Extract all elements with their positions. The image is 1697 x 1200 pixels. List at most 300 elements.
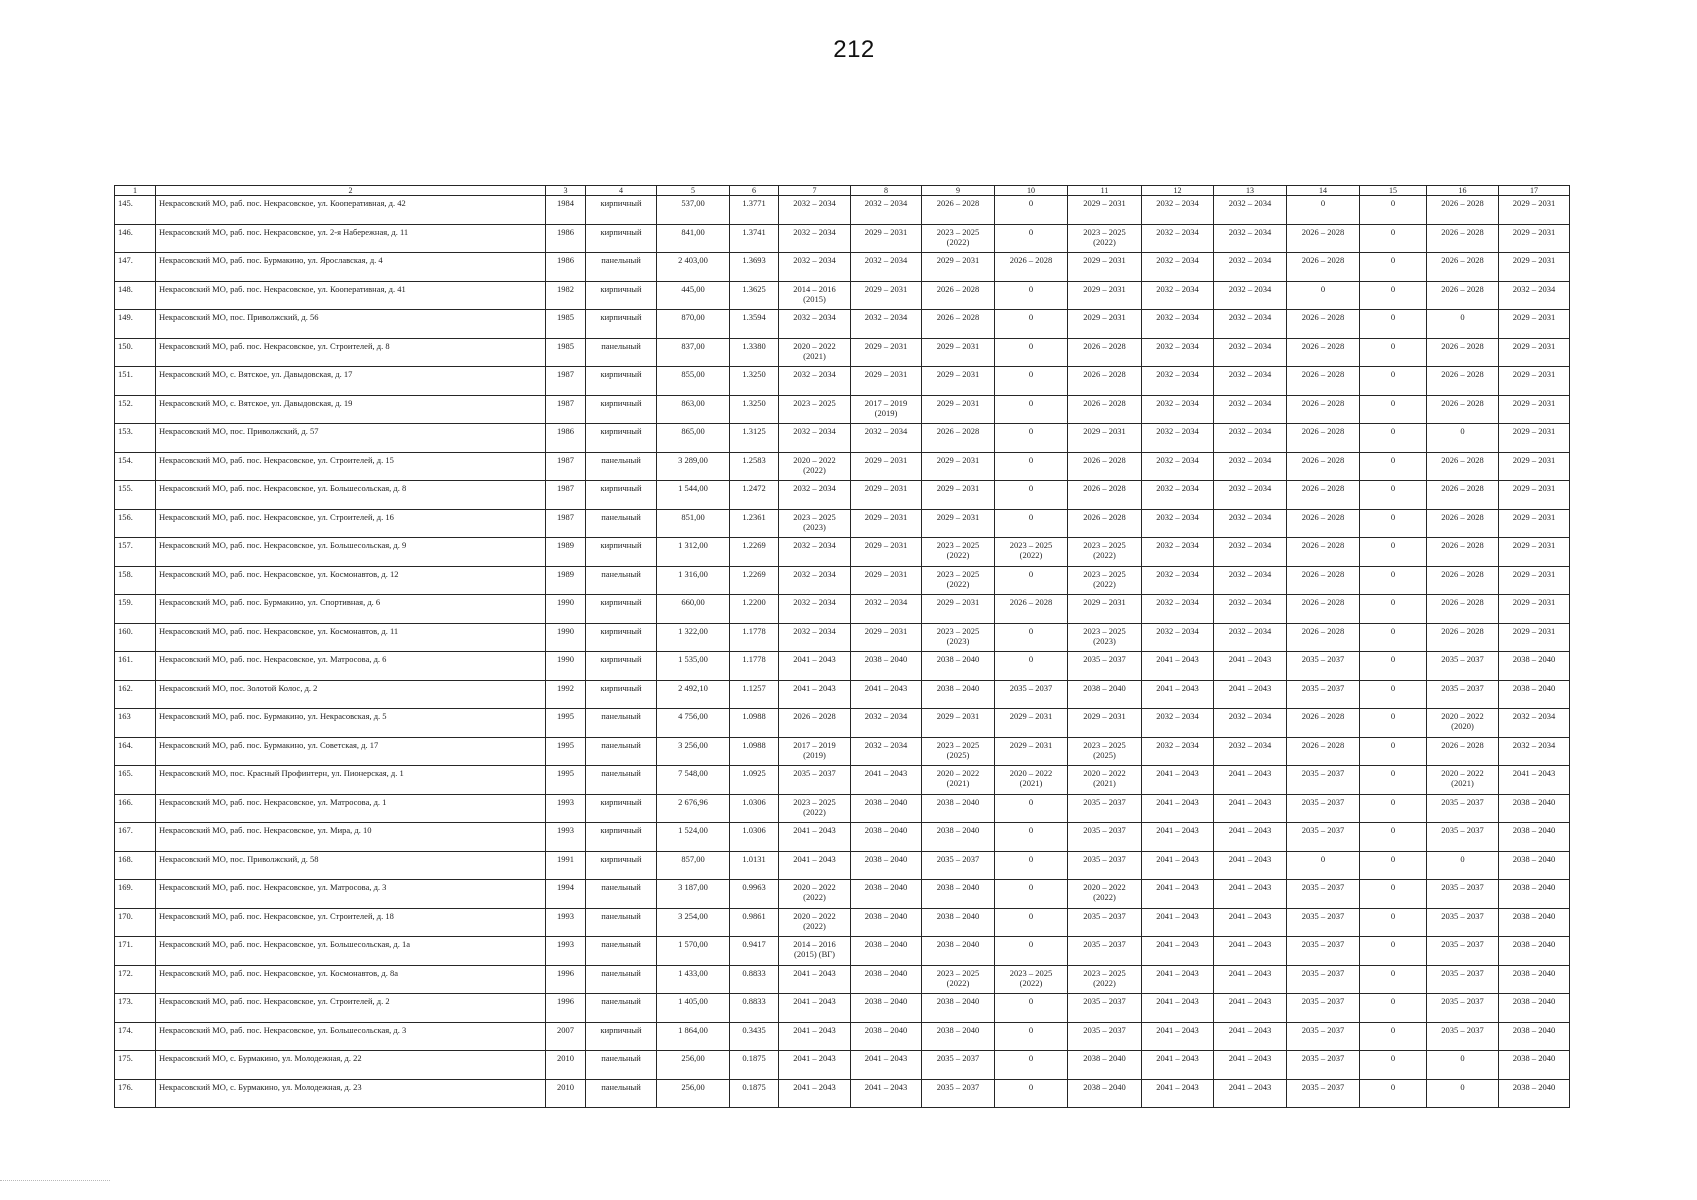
coefficient-cell: 1.2583 xyxy=(730,452,779,481)
wall-material-cell: кирпичный xyxy=(586,367,657,396)
wall-material-cell: панельный xyxy=(586,880,657,909)
area-cell: 256,00 xyxy=(657,1051,730,1080)
row-number-cell: 148. xyxy=(115,281,156,310)
year-cell: 1989 xyxy=(546,538,586,567)
col-17-cell: 2038 – 2040 xyxy=(1499,1051,1570,1080)
area-cell: 841,00 xyxy=(657,224,730,253)
col-12-cell: 2041 – 2043 xyxy=(1142,937,1214,966)
area-cell: 3 187,00 xyxy=(657,880,730,909)
col-13-cell: 2032 – 2034 xyxy=(1214,538,1287,567)
col-10-cell: 0 xyxy=(995,823,1068,852)
col-11-cell: 2035 – 2037 xyxy=(1068,908,1142,937)
address-cell: Некрасовский МО, раб. пос. Некрасовское, ул. Строителей, д. 18 xyxy=(156,908,546,937)
wall-material-cell: панельный xyxy=(586,566,657,595)
col-10-cell: 0 xyxy=(995,1079,1068,1108)
col-10-cell: 0 xyxy=(995,224,1068,253)
col-9-cell: 2029 – 2031 xyxy=(922,253,995,282)
wall-material-cell: кирпичный xyxy=(586,281,657,310)
col-13-cell: 2032 – 2034 xyxy=(1214,338,1287,367)
row-number-cell: 170. xyxy=(115,908,156,937)
col-16-cell: 2035 – 2037 xyxy=(1427,994,1499,1023)
address-cell: Некрасовский МО, пос. Приволжский, д. 58 xyxy=(156,851,546,880)
coefficient-cell: 1.0988 xyxy=(730,709,779,738)
col-17-cell: 2038 – 2040 xyxy=(1499,680,1570,709)
col-16-cell: 0 xyxy=(1427,1079,1499,1108)
row-number-cell: 159. xyxy=(115,595,156,624)
col-7-cell: 2017 – 2019 (2019) xyxy=(779,737,851,766)
col-12-cell: 2032 – 2034 xyxy=(1142,224,1214,253)
col-13-cell: 2032 – 2034 xyxy=(1214,253,1287,282)
column-header-7: 7 xyxy=(779,186,851,196)
col-17-cell: 2029 – 2031 xyxy=(1499,538,1570,567)
column-header-17: 17 xyxy=(1499,186,1570,196)
col-11-cell: 2023 – 2025 (2022) xyxy=(1068,538,1142,567)
col-11-cell: 2035 – 2037 xyxy=(1068,794,1142,823)
col-10-cell: 0 xyxy=(995,1051,1068,1080)
table-row xyxy=(115,367,1570,396)
column-number-row xyxy=(115,186,1570,196)
col-7-cell: 2032 – 2034 xyxy=(779,196,851,225)
year-cell: 1982 xyxy=(546,281,586,310)
col-9-cell: 2020 – 2022 (2021) xyxy=(922,766,995,795)
col-10-cell: 0 xyxy=(995,196,1068,225)
col-8-cell: 2032 – 2034 xyxy=(851,424,922,453)
col-7-cell: 2041 – 2043 xyxy=(779,823,851,852)
col-16-cell: 2026 – 2028 xyxy=(1427,538,1499,567)
col-16-cell: 2026 – 2028 xyxy=(1427,452,1499,481)
area-cell: 1 535,00 xyxy=(657,652,730,681)
col-9-cell: 2023 – 2025 (2022) xyxy=(922,965,995,994)
wall-material-cell: панельный xyxy=(586,709,657,738)
year-cell: 1986 xyxy=(546,253,586,282)
wall-material-cell: панельный xyxy=(586,737,657,766)
table-row xyxy=(115,310,1570,339)
col-9-cell: 2029 – 2031 xyxy=(922,509,995,538)
col-14-cell: 2035 – 2037 xyxy=(1287,652,1360,681)
coefficient-cell: 1.0306 xyxy=(730,823,779,852)
col-7-cell: 2023 – 2025 (2022) xyxy=(779,794,851,823)
col-7-cell: 2020 – 2022 (2022) xyxy=(779,908,851,937)
col-11-cell: 2020 – 2022 (2021) xyxy=(1068,766,1142,795)
address-cell: Некрасовский МО, раб. пос. Некрасовское, ул. Строителей, д. 15 xyxy=(156,452,546,481)
col-15-cell: 0 xyxy=(1360,1051,1427,1080)
col-14-cell: 2035 – 2037 xyxy=(1287,1051,1360,1080)
area-cell: 870,00 xyxy=(657,310,730,339)
col-14-cell: 2026 – 2028 xyxy=(1287,709,1360,738)
col-14-cell: 2035 – 2037 xyxy=(1287,937,1360,966)
col-11-cell: 2026 – 2028 xyxy=(1068,452,1142,481)
col-8-cell: 2041 – 2043 xyxy=(851,766,922,795)
col-16-cell: 2026 – 2028 xyxy=(1427,566,1499,595)
col-12-cell: 2032 – 2034 xyxy=(1142,709,1214,738)
col-10-cell: 0 xyxy=(995,338,1068,367)
year-cell: 1991 xyxy=(546,851,586,880)
col-10-cell: 2020 – 2022 (2021) xyxy=(995,766,1068,795)
col-11-cell: 2026 – 2028 xyxy=(1068,367,1142,396)
col-11-cell: 2035 – 2037 xyxy=(1068,937,1142,966)
table-row xyxy=(115,395,1570,424)
wall-material-cell: кирпичный xyxy=(586,851,657,880)
col-10-cell: 0 xyxy=(995,851,1068,880)
col-11-cell: 2035 – 2037 xyxy=(1068,823,1142,852)
wall-material-cell: кирпичный xyxy=(586,196,657,225)
area-cell: 537,00 xyxy=(657,196,730,225)
col-10-cell: 0 xyxy=(995,310,1068,339)
col-16-cell: 2035 – 2037 xyxy=(1427,680,1499,709)
wall-material-cell: панельный xyxy=(586,994,657,1023)
area-cell: 7 548,00 xyxy=(657,766,730,795)
table-header xyxy=(115,186,1570,196)
year-cell: 2007 xyxy=(546,1022,586,1051)
table-body xyxy=(115,196,1570,1108)
col-11-cell: 2023 – 2025 (2022) xyxy=(1068,224,1142,253)
col-10-cell: 0 xyxy=(995,281,1068,310)
col-13-cell: 2032 – 2034 xyxy=(1214,481,1287,510)
coefficient-cell: 1.0925 xyxy=(730,766,779,795)
col-8-cell: 2029 – 2031 xyxy=(851,538,922,567)
col-17-cell: 2038 – 2040 xyxy=(1499,908,1570,937)
coefficient-cell: 1.3741 xyxy=(730,224,779,253)
col-10-cell: 2026 – 2028 xyxy=(995,253,1068,282)
col-11-cell: 2020 – 2022 (2022) xyxy=(1068,880,1142,909)
col-8-cell: 2032 – 2034 xyxy=(851,196,922,225)
address-cell: Некрасовский МО, раб. пос. Некрасовское, ул. Строителей, д. 16 xyxy=(156,509,546,538)
column-header-11: 11 xyxy=(1068,186,1142,196)
col-15-cell: 0 xyxy=(1360,424,1427,453)
column-header-15: 15 xyxy=(1360,186,1427,196)
col-8-cell: 2032 – 2034 xyxy=(851,595,922,624)
year-cell: 1993 xyxy=(546,908,586,937)
col-10-cell: 2026 – 2028 xyxy=(995,595,1068,624)
col-13-cell: 2032 – 2034 xyxy=(1214,224,1287,253)
col-11-cell: 2026 – 2028 xyxy=(1068,338,1142,367)
col-8-cell: 2029 – 2031 xyxy=(851,566,922,595)
row-number-cell: 174. xyxy=(115,1022,156,1051)
address-cell: Некрасовский МО, пос. Приволжский, д. 56 xyxy=(156,310,546,339)
address-cell: Некрасовский МО, раб. пос. Некрасовское, ул. 2-я Набережная, д. 11 xyxy=(156,224,546,253)
col-13-cell: 2032 – 2034 xyxy=(1214,709,1287,738)
address-cell: Некрасовский МО, раб. пос. Бурмакино, ул. Спортивная, д. 6 xyxy=(156,595,546,624)
col-9-cell: 2035 – 2037 xyxy=(922,851,995,880)
address-cell: Некрасовский МО, раб. пос. Некрасовское, ул. Космонавтов, д. 11 xyxy=(156,623,546,652)
col-7-cell: 2041 – 2043 xyxy=(779,1022,851,1051)
col-12-cell: 2032 – 2034 xyxy=(1142,338,1214,367)
col-11-cell: 2029 – 2031 xyxy=(1068,709,1142,738)
coefficient-cell: 1.3693 xyxy=(730,253,779,282)
table-row xyxy=(115,823,1570,852)
col-15-cell: 0 xyxy=(1360,794,1427,823)
col-10-cell: 0 xyxy=(995,566,1068,595)
year-cell: 1987 xyxy=(546,509,586,538)
col-14-cell: 2035 – 2037 xyxy=(1287,994,1360,1023)
col-11-cell: 2035 – 2037 xyxy=(1068,851,1142,880)
address-cell: Некрасовский МО, раб. пос. Некрасовское, ул. Большесольская, д. 8 xyxy=(156,481,546,510)
col-14-cell: 2035 – 2037 xyxy=(1287,823,1360,852)
area-cell: 1 570,00 xyxy=(657,937,730,966)
col-15-cell: 0 xyxy=(1360,908,1427,937)
col-11-cell: 2026 – 2028 xyxy=(1068,395,1142,424)
col-10-cell: 0 xyxy=(995,937,1068,966)
col-14-cell: 2035 – 2037 xyxy=(1287,965,1360,994)
col-11-cell: 2029 – 2031 xyxy=(1068,281,1142,310)
table-row xyxy=(115,1022,1570,1051)
col-8-cell: 2032 – 2034 xyxy=(851,310,922,339)
area-cell: 855,00 xyxy=(657,367,730,396)
col-16-cell: 2026 – 2028 xyxy=(1427,623,1499,652)
col-14-cell: 0 xyxy=(1287,196,1360,225)
col-8-cell: 2029 – 2031 xyxy=(851,224,922,253)
area-cell: 3 256,00 xyxy=(657,737,730,766)
col-9-cell: 2038 – 2040 xyxy=(922,937,995,966)
col-14-cell: 2026 – 2028 xyxy=(1287,538,1360,567)
wall-material-cell: панельный xyxy=(586,338,657,367)
col-16-cell: 2026 – 2028 xyxy=(1427,196,1499,225)
area-cell: 4 756,00 xyxy=(657,709,730,738)
col-10-cell: 0 xyxy=(995,424,1068,453)
col-15-cell: 0 xyxy=(1360,623,1427,652)
table-row xyxy=(115,481,1570,510)
col-12-cell: 2041 – 2043 xyxy=(1142,908,1214,937)
address-cell: Некрасовский МО, пос. Золотой Колос, д. 2 xyxy=(156,680,546,709)
col-12-cell: 2041 – 2043 xyxy=(1142,1022,1214,1051)
col-16-cell: 2035 – 2037 xyxy=(1427,794,1499,823)
column-header-6: 6 xyxy=(730,186,779,196)
col-17-cell: 2029 – 2031 xyxy=(1499,623,1570,652)
col-8-cell: 2038 – 2040 xyxy=(851,880,922,909)
column-header-3: 3 xyxy=(546,186,586,196)
col-16-cell: 2020 – 2022 (2020) xyxy=(1427,709,1499,738)
row-number-cell: 166. xyxy=(115,794,156,823)
col-13-cell: 2041 – 2043 xyxy=(1214,994,1287,1023)
col-14-cell: 2026 – 2028 xyxy=(1287,310,1360,339)
table-row xyxy=(115,766,1570,795)
col-14-cell: 0 xyxy=(1287,281,1360,310)
col-13-cell: 2041 – 2043 xyxy=(1214,766,1287,795)
col-11-cell: 2023 – 2025 (2025) xyxy=(1068,737,1142,766)
col-10-cell: 2035 – 2037 xyxy=(995,680,1068,709)
col-11-cell: 2038 – 2040 xyxy=(1068,680,1142,709)
coefficient-cell: 1.1257 xyxy=(730,680,779,709)
col-11-cell: 2035 – 2037 xyxy=(1068,1022,1142,1051)
table-row xyxy=(115,509,1570,538)
column-header-9: 9 xyxy=(922,186,995,196)
col-15-cell: 0 xyxy=(1360,509,1427,538)
col-7-cell: 2041 – 2043 xyxy=(779,680,851,709)
year-cell: 1987 xyxy=(546,452,586,481)
row-number-cell: 147. xyxy=(115,253,156,282)
row-number-cell: 153. xyxy=(115,424,156,453)
col-10-cell: 2023 – 2025 (2022) xyxy=(995,538,1068,567)
col-14-cell: 2026 – 2028 xyxy=(1287,509,1360,538)
col-17-cell: 2029 – 2031 xyxy=(1499,338,1570,367)
col-9-cell: 2023 – 2025 (2023) xyxy=(922,623,995,652)
col-14-cell: 2035 – 2037 xyxy=(1287,880,1360,909)
col-7-cell: 2041 – 2043 xyxy=(779,652,851,681)
col-17-cell: 2038 – 2040 xyxy=(1499,994,1570,1023)
col-14-cell: 2026 – 2028 xyxy=(1287,623,1360,652)
address-cell: Некрасовский МО, раб. пос. Некрасовское, ул. Матросова, д. 1 xyxy=(156,794,546,823)
col-8-cell: 2029 – 2031 xyxy=(851,367,922,396)
year-cell: 1993 xyxy=(546,794,586,823)
address-cell: Некрасовский МО, с. Вятское, ул. Давыдовская, д. 17 xyxy=(156,367,546,396)
col-15-cell: 0 xyxy=(1360,880,1427,909)
area-cell: 445,00 xyxy=(657,281,730,310)
wall-material-cell: кирпичный xyxy=(586,224,657,253)
col-9-cell: 2029 – 2031 xyxy=(922,395,995,424)
col-17-cell: 2029 – 2031 xyxy=(1499,424,1570,453)
col-12-cell: 2032 – 2034 xyxy=(1142,310,1214,339)
wall-material-cell: панельный xyxy=(586,1051,657,1080)
row-number-cell: 150. xyxy=(115,338,156,367)
coefficient-cell: 0.3435 xyxy=(730,1022,779,1051)
col-15-cell: 0 xyxy=(1360,766,1427,795)
col-16-cell: 2026 – 2028 xyxy=(1427,395,1499,424)
col-17-cell: 2038 – 2040 xyxy=(1499,1022,1570,1051)
col-8-cell: 2029 – 2031 xyxy=(851,481,922,510)
table-row xyxy=(115,196,1570,225)
col-17-cell: 2029 – 2031 xyxy=(1499,481,1570,510)
col-11-cell: 2029 – 2031 xyxy=(1068,424,1142,453)
address-cell: Некрасовский МО, пос. Приволжский, д. 57 xyxy=(156,424,546,453)
col-17-cell: 2032 – 2034 xyxy=(1499,709,1570,738)
area-cell: 863,00 xyxy=(657,395,730,424)
col-9-cell: 2026 – 2028 xyxy=(922,424,995,453)
col-12-cell: 2041 – 2043 xyxy=(1142,994,1214,1023)
col-11-cell: 2026 – 2028 xyxy=(1068,481,1142,510)
col-11-cell: 2029 – 2031 xyxy=(1068,253,1142,282)
table-row xyxy=(115,338,1570,367)
year-cell: 1995 xyxy=(546,709,586,738)
col-14-cell: 2026 – 2028 xyxy=(1287,338,1360,367)
coefficient-cell: 1.1778 xyxy=(730,623,779,652)
column-header-4: 4 xyxy=(586,186,657,196)
col-14-cell: 2026 – 2028 xyxy=(1287,224,1360,253)
col-17-cell: 2029 – 2031 xyxy=(1499,253,1570,282)
col-14-cell: 2026 – 2028 xyxy=(1287,395,1360,424)
row-number-cell: 146. xyxy=(115,224,156,253)
column-header-5: 5 xyxy=(657,186,730,196)
col-12-cell: 2041 – 2043 xyxy=(1142,680,1214,709)
table-row xyxy=(115,281,1570,310)
year-cell: 1993 xyxy=(546,937,586,966)
col-11-cell: 2029 – 2031 xyxy=(1068,310,1142,339)
wall-material-cell: кирпичный xyxy=(586,395,657,424)
coefficient-cell: 0.9417 xyxy=(730,937,779,966)
col-16-cell: 2035 – 2037 xyxy=(1427,965,1499,994)
col-8-cell: 2041 – 2043 xyxy=(851,1051,922,1080)
row-number-cell: 163 xyxy=(115,709,156,738)
row-number-cell: 145. xyxy=(115,196,156,225)
year-cell: 1987 xyxy=(546,395,586,424)
coefficient-cell: 0.1875 xyxy=(730,1079,779,1108)
col-13-cell: 2041 – 2043 xyxy=(1214,851,1287,880)
col-7-cell: 2041 – 2043 xyxy=(779,1051,851,1080)
year-cell: 1995 xyxy=(546,766,586,795)
col-13-cell: 2032 – 2034 xyxy=(1214,367,1287,396)
col-9-cell: 2026 – 2028 xyxy=(922,196,995,225)
table-row xyxy=(115,1079,1570,1108)
col-14-cell: 0 xyxy=(1287,851,1360,880)
col-12-cell: 2032 – 2034 xyxy=(1142,566,1214,595)
col-12-cell: 2041 – 2043 xyxy=(1142,652,1214,681)
address-cell: Некрасовский МО, раб. пос. Некрасовское, ул. Большесольская, д. 1а xyxy=(156,937,546,966)
col-12-cell: 2032 – 2034 xyxy=(1142,538,1214,567)
col-14-cell: 2026 – 2028 xyxy=(1287,424,1360,453)
col-16-cell: 0 xyxy=(1427,310,1499,339)
col-16-cell: 0 xyxy=(1427,851,1499,880)
col-17-cell: 2041 – 2043 xyxy=(1499,766,1570,795)
wall-material-cell: панельный xyxy=(586,965,657,994)
table-row xyxy=(115,851,1570,880)
col-12-cell: 2041 – 2043 xyxy=(1142,880,1214,909)
col-17-cell: 2038 – 2040 xyxy=(1499,880,1570,909)
col-12-cell: 2032 – 2034 xyxy=(1142,452,1214,481)
col-17-cell: 2038 – 2040 xyxy=(1499,851,1570,880)
col-10-cell: 0 xyxy=(995,880,1068,909)
table-row xyxy=(115,680,1570,709)
col-9-cell: 2029 – 2031 xyxy=(922,367,995,396)
row-number-cell: 176. xyxy=(115,1079,156,1108)
area-cell: 1 405,00 xyxy=(657,994,730,1023)
col-7-cell: 2041 – 2043 xyxy=(779,965,851,994)
table-row xyxy=(115,452,1570,481)
area-cell: 2 492,10 xyxy=(657,680,730,709)
col-11-cell: 2038 – 2040 xyxy=(1068,1079,1142,1108)
col-13-cell: 2041 – 2043 xyxy=(1214,1079,1287,1108)
col-13-cell: 2032 – 2034 xyxy=(1214,424,1287,453)
col-15-cell: 0 xyxy=(1360,851,1427,880)
table-row xyxy=(115,566,1570,595)
row-number-cell: 152. xyxy=(115,395,156,424)
coefficient-cell: 1.3250 xyxy=(730,395,779,424)
col-16-cell: 2035 – 2037 xyxy=(1427,1022,1499,1051)
col-12-cell: 2032 – 2034 xyxy=(1142,424,1214,453)
col-16-cell: 2035 – 2037 xyxy=(1427,880,1499,909)
year-cell: 1985 xyxy=(546,338,586,367)
col-9-cell: 2026 – 2028 xyxy=(922,281,995,310)
wall-material-cell: кирпичный xyxy=(586,794,657,823)
area-cell: 857,00 xyxy=(657,851,730,880)
col-13-cell: 2032 – 2034 xyxy=(1214,310,1287,339)
wall-material-cell: кирпичный xyxy=(586,538,657,567)
col-7-cell: 2032 – 2034 xyxy=(779,481,851,510)
coefficient-cell: 1.3771 xyxy=(730,196,779,225)
table-row xyxy=(115,794,1570,823)
wall-material-cell: кирпичный xyxy=(586,595,657,624)
table-row xyxy=(115,709,1570,738)
table-row xyxy=(115,1051,1570,1080)
col-12-cell: 2032 – 2034 xyxy=(1142,253,1214,282)
col-16-cell: 0 xyxy=(1427,1051,1499,1080)
table-row xyxy=(115,623,1570,652)
table-row xyxy=(115,652,1570,681)
col-10-cell: 0 xyxy=(995,481,1068,510)
column-header-1: 1 xyxy=(115,186,156,196)
wall-material-cell: панельный xyxy=(586,908,657,937)
col-8-cell: 2029 – 2031 xyxy=(851,452,922,481)
col-7-cell: 2032 – 2034 xyxy=(779,367,851,396)
address-cell: Некрасовский МО, раб. пос. Некрасовское, ул. Мира, д. 10 xyxy=(156,823,546,852)
row-number-cell: 154. xyxy=(115,452,156,481)
year-cell: 2010 xyxy=(546,1051,586,1080)
year-cell: 1995 xyxy=(546,737,586,766)
col-9-cell: 2038 – 2040 xyxy=(922,794,995,823)
col-16-cell: 2020 – 2022 (2021) xyxy=(1427,766,1499,795)
col-12-cell: 2032 – 2034 xyxy=(1142,481,1214,510)
col-9-cell: 2029 – 2031 xyxy=(922,338,995,367)
area-cell: 851,00 xyxy=(657,509,730,538)
coefficient-cell: 1.0131 xyxy=(730,851,779,880)
